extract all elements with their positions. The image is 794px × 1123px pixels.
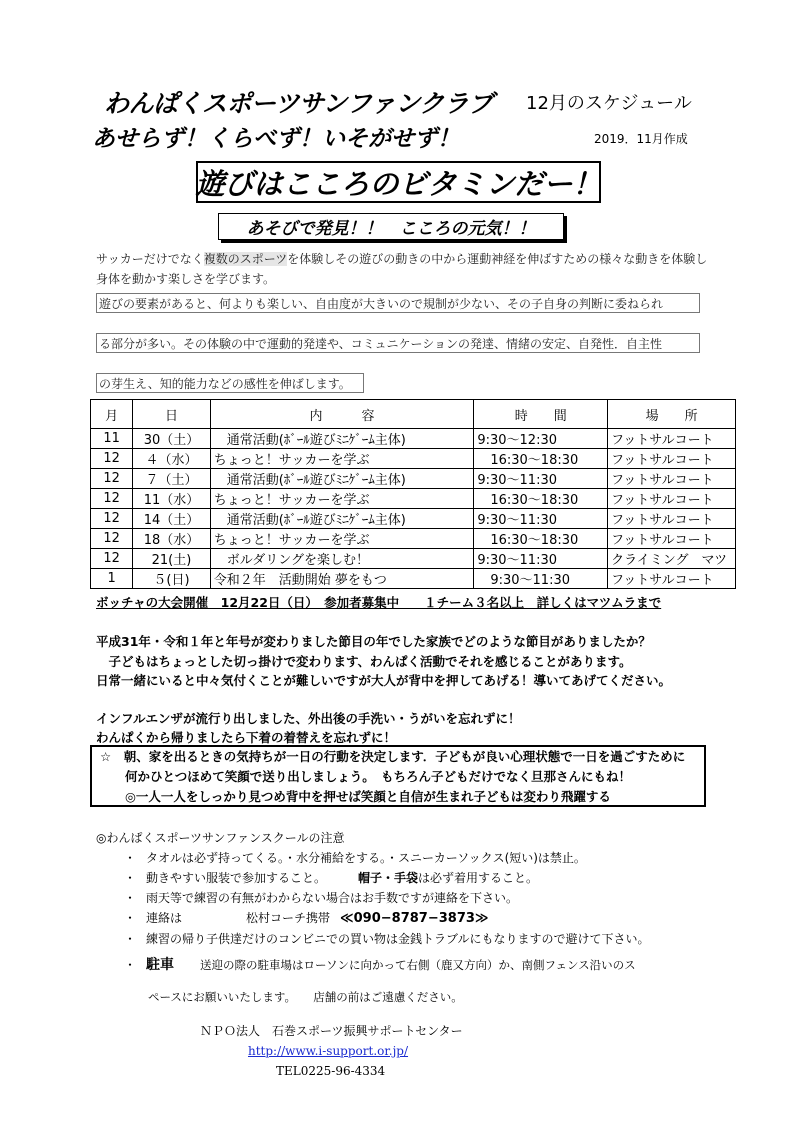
cell-month: 12 [91, 509, 133, 529]
col-place: 場 所 [608, 400, 736, 429]
parking-label: 駐車 [146, 957, 174, 973]
cell-place: フットサルコート [608, 449, 736, 469]
main-banner: 遊びはこころのビタミンだー！ [196, 161, 601, 203]
bullet-icon: ・ [124, 891, 137, 905]
parking-text-1: 送迎の際の駐車場はローソンに向かって右側（鹿又方向）か、南側フェンス沿いのス [200, 958, 636, 972]
rule-bold: 帽子・手袋 [358, 871, 419, 885]
notes-line-1: ☆ 朝、家を出るときの気持ちが一日の行動を決定します．子どもが良い心理状態で一日を過ごすために [100, 749, 686, 764]
parking-text-2: ペースにお願いいたします。 店舗の前はご遠慮ください。 [148, 990, 463, 1004]
intro-paragraph [96, 249, 716, 289]
cell-content: 令和２年 活動開始 夢をもつ [210, 569, 474, 589]
cell-month: 12 [91, 449, 133, 469]
cell-day: 21(土) [133, 549, 210, 569]
rule-text: 動きやすい服装で参加すること。 [146, 871, 327, 885]
cell-content: ちょっと！サッカーを学ぶ [210, 529, 474, 549]
cell-day: 30（土） [133, 429, 210, 449]
intro-part1: サッカーだけでなく [96, 252, 204, 266]
notes-box [90, 745, 706, 807]
footer [200, 1021, 600, 1081]
rule-item [96, 929, 736, 949]
table-row [91, 569, 736, 589]
cell-month: 12 [91, 469, 133, 489]
created-date: 2019．11月作成 [594, 132, 688, 146]
cell-day: 18（水） [133, 529, 210, 549]
intro-part2: を体験しその遊びの動きの中から運動神経を伸ばすための様々な動きを体験し身体を動かす楽しさを学びます。 [96, 252, 708, 286]
cell-time: 9:30～11:30 [474, 509, 608, 529]
bullet-icon: ・ [124, 871, 137, 885]
cell-content: 通常活動(ﾎﾞｰﾙ遊びﾐﾆｹﾞｰﾑ主体) [210, 509, 474, 529]
sub-banner: あそびで発見！！ こころの元気！！ [218, 213, 564, 240]
col-time: 時 間 [474, 400, 608, 429]
cell-content: 通常活動(ﾎﾞｰﾙ遊びﾐﾆｹﾞｰﾑ主体) [210, 429, 474, 449]
schedule-header-row [91, 400, 736, 429]
rules-section [96, 828, 736, 1007]
table-row [91, 449, 736, 469]
message-line-1: 平成31年・令和１年と年号が変わりました節目の年でした家族でどのような節目がありましたか？ [96, 634, 651, 649]
col-content: 内 容 [210, 400, 474, 429]
intro-highlight: 複数のスポーツ [203, 252, 288, 266]
cell-month: 12 [91, 529, 133, 549]
cell-content: ちょっと！サッカーを学ぶ [210, 449, 474, 469]
cell-day: 11（水） [133, 489, 210, 509]
org-name: ＮＰＯ法人 石巻スポーツ振興サポートセンター [200, 1024, 463, 1038]
rule-item [96, 908, 736, 929]
rule-contact: 松村コーチ携帯 [246, 911, 331, 925]
cell-content: 通常活動(ﾎﾞｰﾙ遊びﾐﾆｹﾞｰﾑ主体) [210, 469, 474, 489]
table-row [91, 529, 736, 549]
col-month: 月 [91, 400, 133, 429]
cell-content: ボルダリングを楽しむ！ [210, 549, 474, 569]
notes-line-3: ◎一人一人をしっかり見つめ背中を押せば笑顔と自信が生まれ子どもは変わり飛躍する [100, 789, 611, 804]
bullet-icon: ・ [124, 958, 137, 972]
rule-item [96, 868, 736, 888]
cell-place: クライミング マツ [608, 549, 736, 569]
rules-title: ◎わんぱくスポーツサンファンスクールの注意 [96, 831, 345, 845]
cell-time: 16:30～18:30 [474, 529, 608, 549]
table-row [91, 509, 736, 529]
table-row [91, 549, 736, 569]
org-url[interactable] [200, 1041, 600, 1061]
intro-box-line-2: る部分が多い。その体験の中で運動的発達や、コミュニケーションの発達、情緒の安定、自発性．自主性 [96, 333, 700, 353]
message-line-2: 子どもはちょっとした切っ掛けで変わります、わんぱく活動でそれを感じることがあります。 [96, 654, 632, 669]
cell-place: フットサルコート [608, 429, 736, 449]
slogan: あせらず！くらべず！いそがせず！ [92, 126, 460, 152]
cell-place: フットサルコート [608, 469, 736, 489]
table-row [91, 489, 736, 509]
cell-time: 9:30～11:30 [474, 569, 608, 589]
rule-text: 連絡は [146, 911, 183, 925]
cell-day: 14（土） [133, 509, 210, 529]
intro-box-line-1: 遊びの要素があると、何よりも楽しい、自由度が大きいので規制が少ない、その子自身の判断に委ねられ [96, 293, 700, 313]
message-line-3: 日常一緒にいると中々気付くことが難しいですが大人が背中を押してあげる！導いてあげてください。 [96, 673, 672, 688]
health-line-2: わんぱくから帰りましたら下着の着替えを忘れずに！ [96, 730, 397, 745]
table-row [91, 469, 736, 489]
cell-time: 9:30～12:30 [474, 429, 608, 449]
cell-place: フットサルコート [608, 529, 736, 549]
phone-number[interactable]: ≪090−8787−3873≫ [340, 911, 489, 926]
schedule-label: 12月のスケジュール [526, 93, 692, 114]
cell-time: 9:30～11:30 [474, 469, 608, 489]
cell-month: 11 [91, 429, 133, 449]
schedule-table [90, 399, 736, 589]
rule-text: 練習の帰り子供達だけのコンビニでの買い物は金銭トラブルにもなりますので避けて下さい。 [146, 932, 650, 946]
col-day: 日 [133, 400, 210, 429]
bullet-icon: ・ [124, 932, 137, 946]
rule-item-parking [96, 955, 736, 975]
health-line-1: インフルエンザが流行り出しました、外出後の手洗い・うがいを忘れずに！ [96, 711, 521, 726]
cell-month: 12 [91, 489, 133, 509]
bullet-icon: ・ [124, 851, 137, 865]
bullet-icon: ・ [124, 911, 137, 925]
intro-box-line-3: の芽生え、知的能力などの感性を伸ばします。 [96, 373, 364, 393]
rule-item [96, 888, 736, 908]
cell-day: ７（土） [133, 469, 210, 489]
cell-day: ５(日) [133, 569, 210, 589]
cell-time: 16:30～18:30 [474, 489, 608, 509]
cell-place: フットサルコート [608, 489, 736, 509]
rule-text: タオルは必ず持ってくる。・水分補給をする。・スニーカーソックス(短い)は禁止。 [146, 851, 586, 865]
table-row [91, 429, 736, 449]
org-tel: TEL0225-96-4334 [276, 1064, 386, 1078]
club-name: わんぱくスポーツサンファンクラブ [104, 89, 493, 118]
cell-month: 12 [91, 549, 133, 569]
cell-place: フットサルコート [608, 569, 736, 589]
rule-text: 雨天等で練習の有無がわからない場合はお手数ですが連絡を下さい。 [146, 891, 519, 905]
url-link[interactable]: http://www.i-support.or.jp/ [248, 1044, 409, 1058]
event-notice: ボッチャの大会開催 12月22日（日） 参加者募集中 １チーム３名以上 詳しくはマツムラまで [96, 595, 662, 610]
cell-place: フットサルコート [608, 509, 736, 529]
rule-text-2: は必ず着用すること。 [418, 871, 539, 885]
cell-time: 9:30～11:30 [474, 549, 608, 569]
cell-month: 1 [91, 569, 133, 589]
cell-time: 16:30～18:30 [474, 449, 608, 469]
notes-line-2: 何かひとつほめて笑顔で送り出しましょう。 もちろん子どもだけでなく旦那さんにもね！ [100, 769, 632, 784]
cell-day: ４（水） [133, 449, 210, 469]
rule-item [96, 848, 736, 868]
cell-content: ちょっと！サッカーを学ぶ [210, 489, 474, 509]
